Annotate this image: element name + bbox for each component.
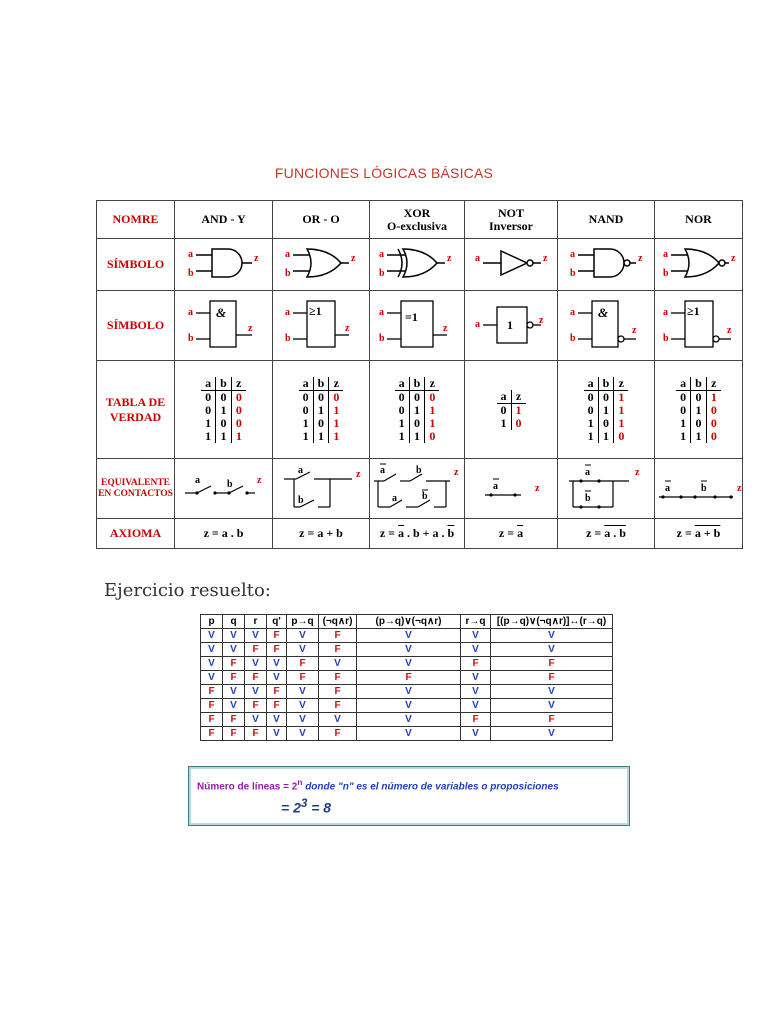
svg-text:a: a — [285, 306, 290, 318]
svg-text:b: b — [585, 492, 591, 504]
svg-text:b: b — [416, 464, 422, 476]
table-cell: V — [245, 685, 267, 699]
table-row — [201, 629, 613, 643]
svg-text:b: b — [187, 332, 194, 344]
header-row — [97, 201, 743, 239]
svg-text:a: a — [662, 248, 668, 260]
table-cell: V — [287, 727, 319, 741]
svg-text:&: & — [598, 304, 609, 320]
lines-formula-box — [188, 766, 630, 826]
table-row — [201, 685, 613, 699]
col-header-nand: NAND — [558, 201, 655, 239]
table-cell: F — [357, 671, 461, 685]
nor-contacts — [655, 459, 743, 519]
svg-text:b: b — [570, 332, 576, 344]
ansi-symbol-row — [97, 239, 743, 291]
or-axiom: z = a + b — [273, 519, 370, 549]
table-cell: V — [223, 685, 245, 699]
table-cell: F — [319, 699, 357, 713]
table-cell: V — [201, 657, 223, 671]
svg-text:b: b — [570, 267, 576, 279]
svg-text:z: z — [730, 252, 735, 264]
table-cell: V — [461, 643, 491, 657]
table-cell: F — [201, 713, 223, 727]
row-header-nombre: NOMRE — [97, 201, 175, 239]
svg-text:z: z — [454, 466, 459, 478]
nor-truth-table: a b z 0 0 1 0 1 0 1 0 0 1 1 0 — [655, 361, 743, 459]
axiom-row — [97, 519, 743, 549]
table-cell: F — [267, 643, 287, 657]
svg-text:1: 1 — [507, 317, 513, 332]
nand-gate-symbol — [558, 239, 655, 291]
table-cell: V — [491, 643, 613, 657]
svg-text:a: a — [187, 248, 193, 260]
xor-axiom: $z = \overline{a}$ . b + a . $\overline{b}$ — [370, 519, 465, 549]
not-axiom: $z = \overline{a}$ — [465, 519, 558, 549]
or-contacts — [273, 459, 370, 519]
table-cell: F — [201, 727, 223, 741]
col-header-nor: NOR — [655, 201, 743, 239]
svg-text:b: b — [701, 482, 707, 494]
and-truth-table: a b z 0 0 0 0 1 0 1 0 0 1 1 1 — [175, 361, 273, 459]
svg-text:b: b — [422, 490, 428, 502]
table-cell: V — [357, 685, 461, 699]
svg-text:z: z — [726, 324, 731, 336]
table-cell: F — [461, 657, 491, 671]
table-cell: F — [245, 643, 267, 657]
svg-text:z: z — [247, 322, 252, 334]
table-cell: V — [357, 629, 461, 643]
table-row — [201, 643, 613, 657]
svg-text:a: a — [380, 464, 385, 476]
table-cell: F — [491, 671, 613, 685]
truth-table-row — [97, 361, 743, 459]
col-header-not: NOT Inversor — [465, 201, 558, 239]
svg-text:z: z — [543, 252, 548, 264]
table-cell: F — [245, 671, 267, 685]
svg-text:z: z — [443, 322, 448, 334]
table-cell: F — [319, 643, 357, 657]
table-cell: F — [319, 671, 357, 685]
table-row — [201, 657, 613, 671]
svg-text:z: z — [635, 466, 640, 478]
svg-text:a: a — [662, 306, 668, 318]
row-header-equivalente: EQUIVALENTE EN CONTACTOS — [97, 459, 175, 519]
and-axiom: z = a . b — [175, 519, 273, 549]
svg-text:a: a — [392, 492, 397, 504]
table-cell: V — [201, 671, 223, 685]
svg-text:b: b — [285, 332, 291, 344]
svg-text:a: a — [379, 248, 384, 260]
svg-text:≥1: ≥1 — [686, 303, 700, 318]
table-cell: V — [491, 629, 613, 643]
logic-functions-table — [96, 200, 743, 549]
table-cell: V — [319, 657, 357, 671]
contacts-row — [97, 459, 743, 519]
svg-text:b: b — [662, 267, 669, 279]
not-iec-symbol — [465, 291, 558, 361]
table-cell: V — [223, 699, 245, 713]
and-iec-symbol — [175, 291, 273, 361]
or-truth-table: a b z 0 0 0 0 1 1 1 0 1 1 1 1 — [273, 361, 370, 459]
table-cell: F — [287, 657, 319, 671]
lines-formula: Número de líneas = $2^n$ donde "n" es el número de variables o proposiciones — [197, 777, 559, 793]
table-cell: V — [357, 699, 461, 713]
svg-text:&: & — [215, 304, 226, 320]
xor-gate-symbol — [370, 239, 465, 291]
svg-text:z: z — [356, 468, 361, 480]
svg-text:b: b — [187, 267, 194, 279]
svg-text:a: a — [298, 464, 303, 476]
row-header-tabla: TABLA DE VERDAD — [97, 361, 175, 459]
table-cell: V — [223, 629, 245, 643]
lines-calculation: = $2^3 = 8$ — [281, 797, 332, 816]
and-gate-symbol — [175, 239, 273, 291]
table-cell: F — [223, 713, 245, 727]
table-row — [201, 699, 613, 713]
and-contacts — [175, 459, 273, 519]
table-cell: V — [267, 727, 287, 741]
svg-text:z: z — [256, 474, 261, 486]
or-iec-symbol — [273, 291, 370, 361]
table-cell: F — [319, 727, 357, 741]
svg-text:a: a — [194, 474, 200, 486]
svg-text:a: a — [570, 306, 575, 318]
not-contacts — [465, 459, 558, 519]
svg-text:b: b — [285, 267, 291, 279]
nor-iec-symbol — [655, 291, 743, 361]
exercise-heading: Ejercicio resuelto: — [104, 580, 271, 601]
svg-text:z: z — [535, 482, 540, 494]
table-cell: F — [267, 699, 287, 713]
table-cell: V — [287, 629, 319, 643]
table-cell: F — [201, 699, 223, 713]
table-cell: F — [491, 713, 613, 727]
exercise-body — [201, 629, 613, 741]
page-title: FUNCIONES LÓGICAS BÁSICAS — [274, 165, 494, 181]
exercise-truth-table — [200, 614, 613, 741]
svg-text:≥1: ≥1 — [309, 303, 322, 318]
table-cell: F — [245, 727, 267, 741]
table-cell: F — [201, 685, 223, 699]
nand-truth-table: a b z 0 0 1 0 1 1 1 0 1 1 1 0 — [558, 361, 655, 459]
table-cell: V — [245, 713, 267, 727]
table-cell: V — [357, 657, 461, 671]
table-cell: F — [223, 657, 245, 671]
table-row — [201, 713, 613, 727]
table-cell: V — [201, 629, 223, 643]
table-cell: V — [491, 699, 613, 713]
svg-text:b: b — [662, 332, 669, 344]
table-cell: F — [461, 713, 491, 727]
table-cell: V — [357, 727, 461, 741]
table-cell: V — [319, 713, 357, 727]
svg-text:a: a — [475, 252, 480, 264]
svg-text:a: a — [475, 318, 480, 330]
xor-iec-symbol — [370, 291, 465, 361]
table-cell: V — [287, 685, 319, 699]
table-cell: V — [287, 643, 319, 657]
table-cell: V — [461, 629, 491, 643]
col-header-or: OR - O — [273, 201, 370, 239]
exercise-header-row: p q r q' p→q (¬q∧r) (p→q)∨(¬q∧r) r→q [(p→q)∨(¬q∧r)]↔(r→q) — [201, 615, 613, 629]
table-cell: V — [357, 643, 461, 657]
table-cell: V — [245, 657, 267, 671]
table-cell: V — [461, 685, 491, 699]
svg-text:a: a — [570, 248, 575, 260]
svg-text:z: z — [539, 314, 544, 326]
table-cell: V — [245, 629, 267, 643]
svg-text:=1: =1 — [405, 309, 418, 324]
table-cell: V — [267, 671, 287, 685]
iec-symbol-row — [97, 291, 743, 361]
svg-text:b: b — [379, 332, 385, 344]
row-header-simbolo-iec: SÍMBOLO — [97, 291, 175, 361]
table-cell: V — [223, 643, 245, 657]
table-cell: F — [245, 699, 267, 713]
table-cell: F — [319, 685, 357, 699]
table-cell: V — [201, 643, 223, 657]
table-cell: V — [357, 713, 461, 727]
table-cell: F — [223, 671, 245, 685]
svg-text:a: a — [187, 306, 193, 318]
not-truth-table: a z 0 1 1 0 — [465, 361, 558, 459]
svg-text:z: z — [351, 252, 356, 264]
table-cell: V — [461, 699, 491, 713]
svg-text:a: a — [285, 248, 290, 260]
or-gate-symbol — [273, 239, 370, 291]
svg-text:z: z — [737, 482, 742, 494]
table-cell: V — [287, 713, 319, 727]
svg-text:z: z — [638, 252, 643, 264]
table-cell: V — [461, 671, 491, 685]
table-cell: V — [267, 713, 287, 727]
table-cell: V — [491, 727, 613, 741]
table-cell: F — [267, 685, 287, 699]
svg-text:z: z — [447, 252, 452, 264]
table-row — [201, 727, 613, 741]
nand-axiom: z = a . b — [558, 519, 655, 549]
svg-text:z: z — [253, 252, 258, 264]
col-header-xor: XOR O-exclusiva — [370, 201, 465, 239]
svg-text:b: b — [379, 267, 385, 279]
col-header-and: AND - Y — [175, 201, 273, 239]
table-cell: V — [461, 727, 491, 741]
table-cell: F — [287, 671, 319, 685]
row-header-simbolo-ansi: SÍMBOLO — [97, 239, 175, 291]
table-cell: V — [267, 657, 287, 671]
table-row — [201, 671, 613, 685]
svg-text:a: a — [379, 306, 384, 318]
table-cell: F — [491, 657, 613, 671]
nand-iec-symbol — [558, 291, 655, 361]
table-cell: F — [223, 727, 245, 741]
table-cell: V — [287, 699, 319, 713]
table-cell: F — [267, 629, 287, 643]
table-cell: V — [491, 685, 613, 699]
row-header-axioma: AXIOMA — [97, 519, 175, 549]
nand-contacts — [558, 459, 655, 519]
svg-text:z: z — [632, 324, 637, 336]
xor-truth-table: a b z 0 0 0 0 1 1 1 0 1 1 1 0 — [370, 361, 465, 459]
not-gate-symbol — [465, 239, 558, 291]
svg-text:b: b — [226, 478, 233, 490]
svg-text:z: z — [345, 322, 350, 334]
nor-axiom: z = a + b — [655, 519, 743, 549]
svg-text:b: b — [298, 494, 304, 506]
svg-text:a: a — [585, 466, 590, 478]
svg-text:a: a — [665, 482, 670, 494]
table-cell: F — [319, 629, 357, 643]
nor-gate-symbol — [655, 239, 743, 291]
svg-text:a: a — [493, 480, 498, 492]
xor-contacts — [370, 459, 465, 519]
